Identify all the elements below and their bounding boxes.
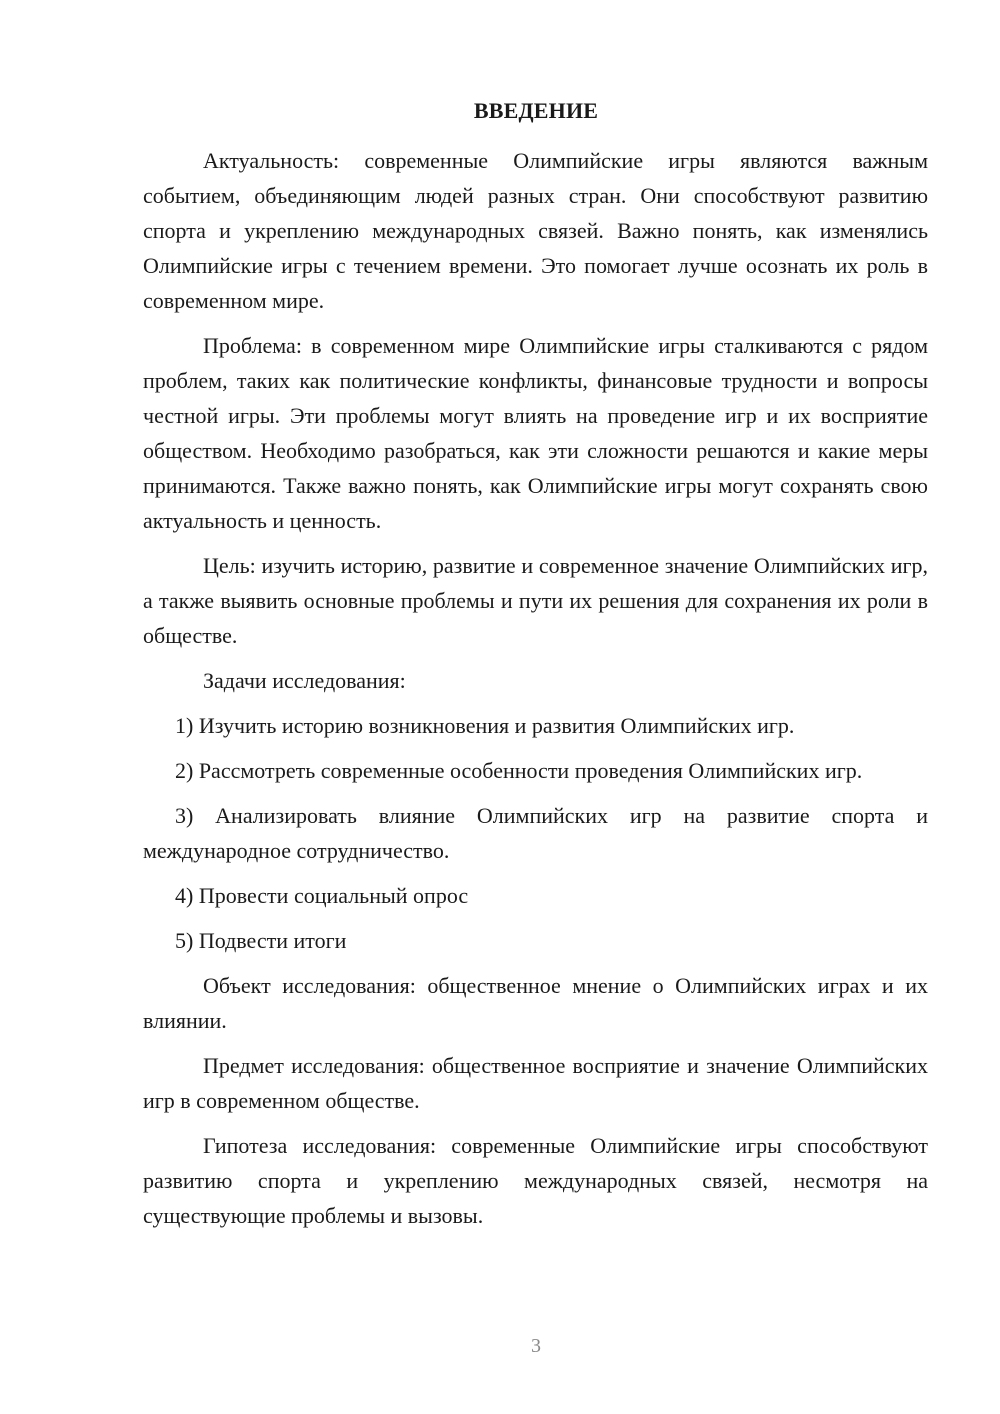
paragraph-subject: Предмет исследования: общественное восприятие и значение Олимпийских игр в современном обществе. xyxy=(143,1053,928,1113)
task-list-item-2: 2) Рассмотреть современные особенности проведения Олимпийских игр. xyxy=(175,758,863,783)
paragraph-goal: Цель: изучить историю, развитие и современное значение Олимпийских игр, а также выявить основные проблемы и пути их решения для сохранения их роли в обществе. xyxy=(143,553,928,648)
task-list-item-5: 5) Подвести итоги xyxy=(175,928,347,953)
paragraph-tasks-heading: Задачи исследования: xyxy=(203,668,406,693)
paragraph-object: Объект исследования: общественное мнение о Олимпийских играх и их влиянии. xyxy=(143,973,928,1033)
document-body xyxy=(143,143,928,1243)
paragraph-hypothesis: Гипотеза исследования: современные Олимпийские игры способствуют развитию спорта и укреплению международных связей, несмотря на существующие проблемы и вызовы. xyxy=(143,1133,928,1228)
page-number: 3 xyxy=(531,1335,541,1357)
paragraph-problem: Проблема: в современном мире Олимпийские игры сталкиваются с рядом проблем, таких как политические конфликты, финансовые трудности и вопросы честной игры. Эти проблемы могут влиять на проведение игр и их восприятие обществом. Необходимо разобраться, как эти сложности решаются и какие меры принимаются. Также важно понять, как Олимпийские игры могут сохранять свою актуальность и ценность. xyxy=(143,333,928,533)
page-title: ВВЕДЕНИЕ xyxy=(473,98,599,123)
paragraph-relevance: Актуальность: современные Олимпийские игры являются важным событием, объединяющим людей разных стран. Они способствуют развитию спорта и укреплению международных связей. Важно понять, как изменялись Олимпийские игры с течением времени. Это помогает лучше осознать их роль в современном мире. xyxy=(143,148,928,313)
task-list-item-3: 3) Анализировать влияние Олимпийских игр на развитие спорта и международное сотрудничество. xyxy=(143,803,928,863)
task-list-item-4: 4) Провести социальный опрос xyxy=(175,883,469,908)
task-list-item-1: 1) Изучить историю возникновения и развития Олимпийских игр. xyxy=(175,713,795,738)
